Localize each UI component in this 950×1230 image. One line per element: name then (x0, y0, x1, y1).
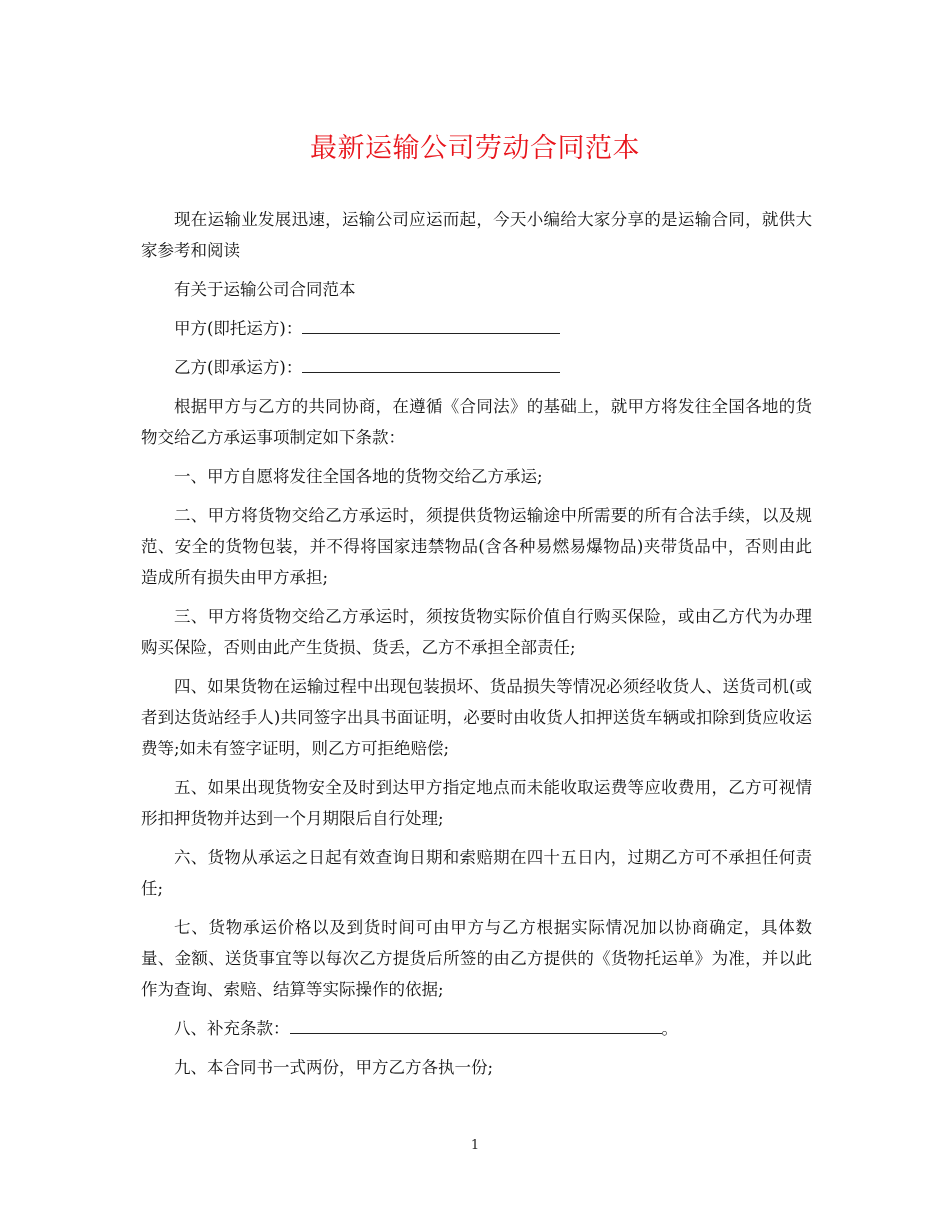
clause-9: 九、本合同书一式两份，甲方乙方各执一份; (174, 1058, 494, 1077)
clause-5: 五、如果出现货物安全及时到达甲方指定地点而未能收取运费等应收费用，乙方可视情形扣押货物并达到一个月期限后自行处理; (141, 778, 812, 828)
preamble-paragraph: 根据甲方与乙方的共同协商，在遵循《合同法》的基础上，就甲方将发往全国各地的货物交给乙方承运事项制定如下条款： (141, 397, 812, 447)
clause-8-end: 。 (661, 1019, 678, 1038)
subtitle-paragraph: 有关于运输公司合同范本 (174, 280, 356, 299)
clause-1: 一、甲方自愿将发往全国各地的货物交给乙方承运; (174, 467, 543, 486)
clause-8-blank (290, 1015, 662, 1034)
party-a-line (141, 313, 812, 344)
page-number: 1 (470, 1138, 480, 1153)
clause-8-label: 八、补充条款： (174, 1019, 290, 1038)
clause-7: 七、货物承运价格以及到货时间可由甲方与乙方根据实际情况加以协商确定，具体数量、金额、送货事宜等以每次乙方提货后所签的由乙方提供的《货物托运单》为准，并以此作为查询、索赔、结算等实际操作的依据; (141, 918, 812, 999)
party-b-line (141, 352, 812, 383)
party-b-label: 乙方(即承运方)： (174, 358, 303, 377)
document-title: 最新运输公司劳动合同范本 (310, 133, 640, 164)
party-a-blank (302, 315, 560, 334)
clause-8-line (141, 1013, 812, 1044)
intro-paragraph: 现在运输业发展迅速，运输公司应运而起，今天小编给大家分享的是运输合同，就供大家参考和阅读 (141, 210, 812, 260)
clause-4: 四、如果货物在运输过程中出现包装损坏、货品损失等情况必须经收货人、送货司机(或者到达货站经手人)共同签字出具书面证明，必要时由收货人扣押送货车辆或扣除到货应收运费等;如未有签字证明，则乙方可拒绝赔偿; (141, 677, 812, 758)
document-body (141, 204, 812, 1091)
clause-3: 三、甲方将货物交给乙方承运时，须按货物实际价值自行购买保险，或由乙方代为办理购买保险，否则由此产生货损、货丢，乙方不承担全部责任; (141, 607, 812, 657)
party-a-label: 甲方(即托运方)： (174, 319, 303, 338)
clause-6: 六、货物从承运之日起有效查询日期和索赔期在四十五日内，过期乙方可不承担任何责任; (141, 848, 812, 898)
party-b-blank (302, 354, 560, 373)
clause-2: 二、甲方将货物交给乙方承运时，须提供货物运输途中所需要的所有合法手续，以及规范、安全的货物包装，并不得将国家违禁物品(含各种易燃易爆物品)夹带货品中，否则由此造成所有损失由甲方承担; (141, 506, 812, 587)
